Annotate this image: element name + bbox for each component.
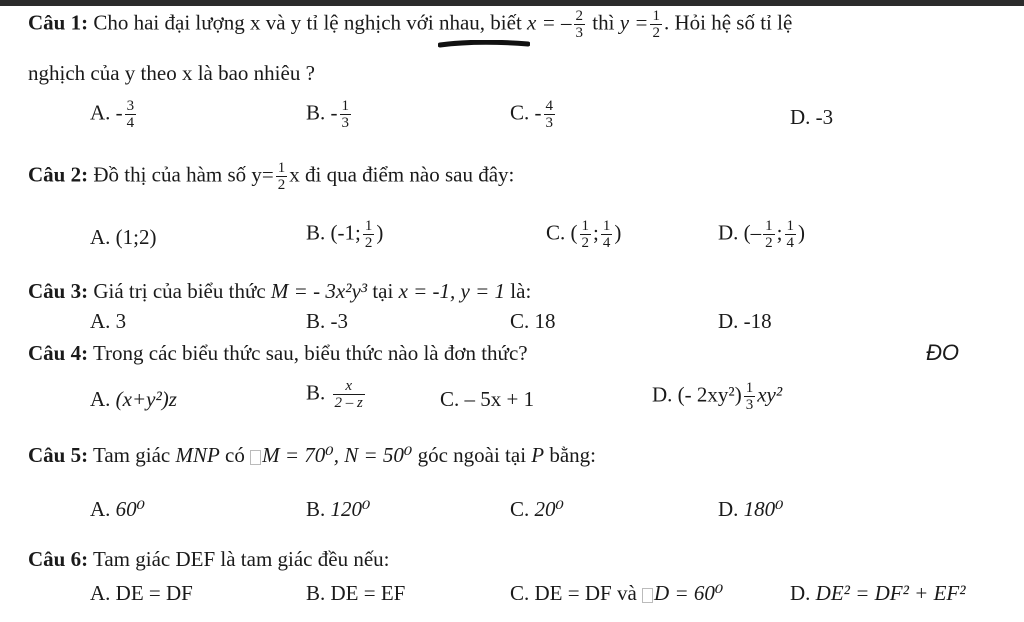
q6-text: Tam giác DEF là tam giác đều nếu: <box>92 547 390 571</box>
q4-option-b[interactable] <box>306 378 367 411</box>
q2-option-d-sep: ; <box>776 220 783 245</box>
q6-option-d-label: D. <box>790 581 811 605</box>
q1-option-c-frac <box>544 98 556 131</box>
q5-option-c-label: C. <box>510 497 530 521</box>
q2-option-b[interactable] <box>306 218 383 251</box>
q1-x-den: 3 <box>575 25 584 41</box>
q6-option-d-text: DE² = DF² + EF² <box>815 581 966 605</box>
q2-option-c-frac2 <box>601 218 613 251</box>
q1-option-c-label: C. <box>510 100 530 125</box>
q5-bang: bằng: <box>549 443 597 467</box>
q3-tai: tại <box>372 279 394 303</box>
q5-text: Tam giác <box>92 443 171 467</box>
q2-option-d[interactable] <box>718 218 805 251</box>
q1-option-d-label: D. <box>790 105 811 129</box>
q6-option-b-text: DE = EF <box>330 581 406 605</box>
q3-la: là: <box>510 279 532 303</box>
q2-den: 2 <box>277 177 286 193</box>
q1-option-c-sign: - <box>534 100 542 125</box>
q1-option-b-sign: - <box>330 100 338 125</box>
q1-option-b-den: 3 <box>341 115 350 131</box>
q3-line <box>28 278 531 304</box>
q2-option-d-num2: 1 <box>786 218 795 234</box>
q5-option-b-label: B. <box>306 497 326 521</box>
q1-label: Câu 1: <box>28 10 89 35</box>
q2-option-c-label: C. <box>546 220 566 245</box>
q4-option-a-label: A. <box>90 387 111 411</box>
q2-option-b-pre: (-1; <box>330 220 361 245</box>
q1-option-a-label: A. <box>90 100 111 125</box>
q5-co: có <box>225 443 245 467</box>
q4-option-a[interactable] <box>90 386 177 412</box>
q2-option-c-post: ) <box>614 220 622 245</box>
q2-option-a[interactable] <box>90 224 157 250</box>
q2-option-d-frac2 <box>785 218 797 251</box>
q1-y-num: 1 <box>652 8 660 24</box>
q1-option-b-frac <box>340 98 352 131</box>
q3-option-b-text: -3 <box>330 309 349 333</box>
q3-option-b-label: B. <box>306 309 326 333</box>
q1-option-a-num: 3 <box>126 98 135 114</box>
q4-option-c-text: – 5x + 1 <box>464 387 535 411</box>
angle-hat-icon <box>642 588 653 603</box>
q3-option-a[interactable] <box>90 308 126 334</box>
q3-label: Câu 3: <box>28 279 89 303</box>
q2-line <box>28 160 514 193</box>
q2-option-a-text: (1;2) <box>115 225 157 249</box>
q1-x-num: 2 <box>575 8 584 24</box>
q5-option-a-label: A. <box>90 497 111 521</box>
q2-option-c-pre: ( <box>570 220 578 245</box>
q2-option-c-den2: 4 <box>602 235 611 251</box>
q4-option-d-den: 3 <box>745 397 754 413</box>
q5-option-c-text: 20⁰ <box>534 497 564 521</box>
q4-line <box>28 340 528 366</box>
q2-option-b-frac <box>363 218 375 251</box>
q4-option-b-den: 2 – z <box>334 395 363 411</box>
q2-option-d-den1: 2 <box>765 235 773 251</box>
q4-text: Trong các biểu thức sau, biểu thức nào là đơn thức? <box>92 341 528 365</box>
q2-frac <box>276 160 288 193</box>
q2-num: 1 <box>277 160 286 176</box>
q6-option-a-text: DE = DF <box>115 581 193 605</box>
q3-option-c-label: C. <box>510 309 530 333</box>
q4-option-c-label: C. <box>440 387 460 411</box>
q5-p: P <box>531 443 545 467</box>
q1-thi: thì <box>592 10 615 35</box>
q4-option-b-frac <box>333 378 365 411</box>
q5-option-b[interactable] <box>306 496 370 522</box>
q1-option-a[interactable] <box>90 98 138 131</box>
q4-option-c[interactable] <box>440 386 534 412</box>
q5-option-a-text: 60⁰ <box>115 497 146 521</box>
q4-option-d[interactable] <box>652 380 782 413</box>
q2-option-d-post: ) <box>798 220 806 245</box>
q1-x-frac <box>574 8 586 41</box>
q6-option-b[interactable] <box>306 580 405 606</box>
q5-angles: M = 70⁰, N = 50⁰ <box>262 443 413 467</box>
q5-option-c[interactable] <box>510 496 564 522</box>
q3-option-b[interactable] <box>306 308 348 334</box>
q5-option-d-text: 180⁰ <box>743 497 784 521</box>
q6-option-c[interactable] <box>510 580 723 606</box>
q2-option-b-label: B. <box>306 220 326 245</box>
q3-option-d-label: D. <box>718 309 739 333</box>
q1-text3: nghịch của y theo x là bao nhiêu ? <box>28 61 315 85</box>
q1-line1 <box>28 8 792 41</box>
q6-option-b-label: B. <box>306 581 326 605</box>
q4-option-d-num: 1 <box>745 380 754 396</box>
pen-scribble <box>438 40 530 48</box>
q6-option-c-label: C. <box>510 581 530 605</box>
q6-label: Câu 6: <box>28 547 89 571</box>
q5-text2: góc ngoài tại <box>417 443 527 467</box>
q5-option-d[interactable] <box>718 496 784 522</box>
q1-option-c[interactable] <box>510 98 557 131</box>
q2-option-d-num1: 1 <box>765 218 773 234</box>
top-edge <box>0 0 1024 6</box>
q5-option-a[interactable] <box>90 496 145 522</box>
q1-option-a-frac <box>125 98 137 131</box>
q1-text: Cho hai đại lượng x và y tỉ lệ nghịch với nhau, biết <box>93 10 522 35</box>
q4-option-d-label: D. <box>652 382 673 407</box>
q4-option-b-num: x <box>345 378 353 394</box>
q1-option-c-num: 4 <box>545 98 554 114</box>
q1-option-d-text: -3 <box>815 105 834 129</box>
q2-option-b-post: ) <box>376 220 384 245</box>
q2-option-d-frac1 <box>763 218 775 251</box>
q3-option-d[interactable] <box>718 308 772 334</box>
q4-option-b-label: B. <box>306 380 326 405</box>
q6-line <box>28 546 389 572</box>
q1-option-a-den: 4 <box>126 115 135 131</box>
q1-option-b-label: B. <box>306 100 326 125</box>
q2-option-c-num2: 1 <box>602 218 611 234</box>
q2-option-b-num: 1 <box>364 218 373 234</box>
q2-option-d-den2: 4 <box>786 235 795 251</box>
q1-x-eq: x = – <box>527 10 572 35</box>
q3-option-a-text: 3 <box>115 309 127 333</box>
q1-y-eq: y = <box>619 10 649 35</box>
angle-hat-icon <box>250 450 261 465</box>
q5-triangle: MNP <box>175 443 220 467</box>
q2-label: Câu 2: <box>28 162 89 187</box>
q6-option-a[interactable] <box>90 580 193 606</box>
q1-option-a-sign: - <box>115 100 123 125</box>
q6-option-c-text: DE = DF và <box>534 581 637 605</box>
q2-option-c-den1: 2 <box>581 235 590 251</box>
q1-option-d[interactable] <box>790 104 833 130</box>
q3-option-a-label: A. <box>90 309 111 333</box>
q6-option-c-angle: D = 60⁰ <box>654 581 724 605</box>
q5-option-d-label: D. <box>718 497 739 521</box>
handwritten-doodle: ÐO <box>926 340 959 365</box>
q4-option-d-frac <box>744 380 756 413</box>
q5-line <box>28 442 596 468</box>
q4-option-d-pre: (- 2xy²) <box>677 382 742 407</box>
q2-text2: x đi qua điểm nào sau đây: <box>289 162 515 187</box>
q3-expr: M = - 3x²y³ <box>270 279 368 303</box>
q4-label: Câu 4: <box>28 341 89 365</box>
q2-option-d-label: D. <box>718 220 739 245</box>
q2-option-c-sep: ; <box>593 220 599 245</box>
q3-option-c-text: 18 <box>534 309 556 333</box>
q1-line2 <box>28 60 315 86</box>
q2-text: Đồ thị của hàm số y= <box>93 162 274 187</box>
q2-option-b-den: 2 <box>364 235 373 251</box>
q1-option-b-num: 1 <box>341 98 350 114</box>
q3-option-c[interactable] <box>510 308 556 334</box>
q4-option-d-post: xy² <box>757 382 783 407</box>
q3-text: Giá trị của biểu thức <box>93 279 266 303</box>
q1-option-c-den: 3 <box>545 115 554 131</box>
q1-y-frac <box>650 8 662 41</box>
q6-option-d[interactable] <box>790 580 966 606</box>
q3-vals: x = -1, y = 1 <box>398 279 506 303</box>
q4-option-a-text: (x+y²)z <box>115 387 177 411</box>
q2-option-c-num1: 1 <box>581 218 590 234</box>
q2-option-c[interactable] <box>546 218 621 251</box>
q1-text2: . Hỏi hệ số tỉ lệ <box>663 10 793 35</box>
q1-option-b[interactable] <box>306 98 353 131</box>
q6-option-a-label: A. <box>90 581 111 605</box>
q1-y-den: 2 <box>652 25 660 41</box>
q2-option-d-pre: (– <box>743 220 762 245</box>
q5-option-b-text: 120⁰ <box>330 497 371 521</box>
q2-option-a-label: A. <box>90 225 111 249</box>
q5-label: Câu 5: <box>28 443 89 467</box>
q3-option-d-text: -18 <box>743 309 772 333</box>
q2-option-c-frac1 <box>580 218 592 251</box>
